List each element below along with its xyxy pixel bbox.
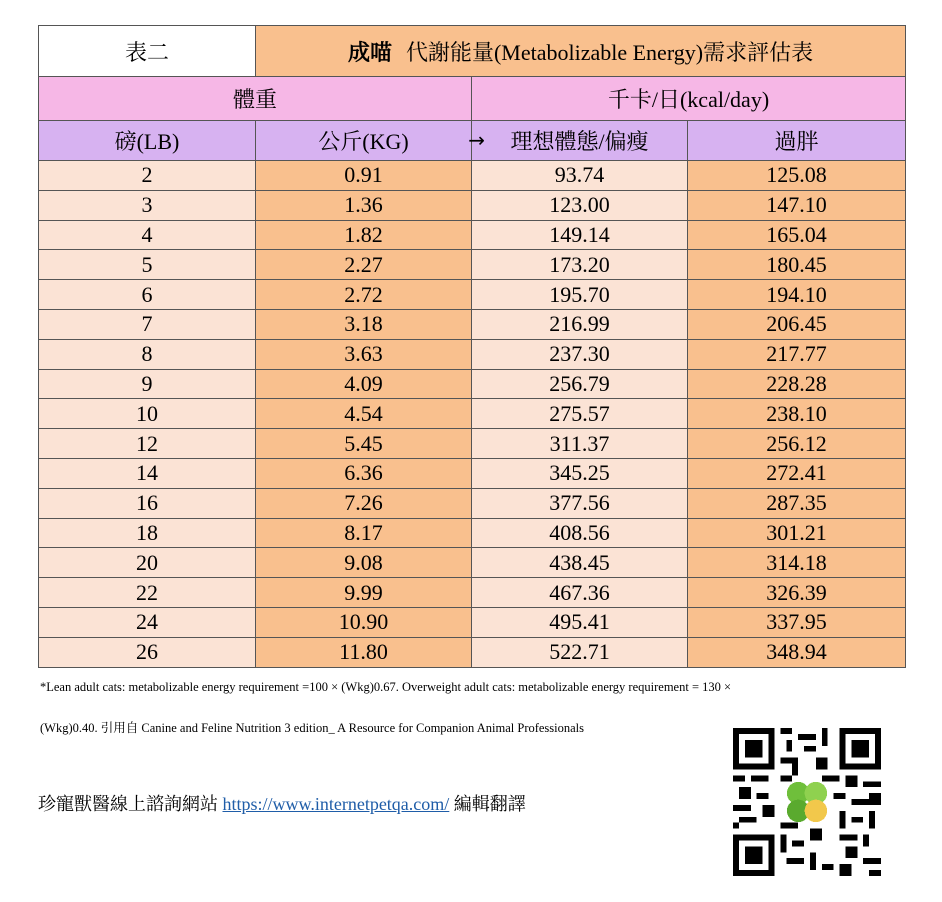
table-row	[39, 458, 906, 488]
cell-ideal: 495.41	[472, 607, 688, 637]
cell-kg: 7.26	[256, 488, 472, 518]
cell-ideal: 438.45	[472, 548, 688, 578]
table-row	[39, 369, 906, 399]
energy-table	[38, 25, 906, 668]
cell-over: 228.28	[688, 369, 906, 399]
cell-ideal: 408.56	[472, 518, 688, 548]
cell-over: 180.45	[688, 250, 906, 280]
cell-over: 326.39	[688, 578, 906, 608]
cell-lb: 24	[39, 607, 256, 637]
cell-ideal: 93.74	[472, 161, 688, 191]
table-row	[39, 429, 906, 459]
header-row	[39, 121, 906, 161]
title-rest: 代謝能量(Metabolizable Energy)需求評估表	[405, 39, 814, 65]
table-row	[39, 220, 906, 250]
col-kg-label: 公斤(KG)	[318, 129, 409, 154]
title-row	[39, 26, 906, 77]
cell-kg: 4.09	[256, 369, 472, 399]
qr-code-graphic	[733, 728, 881, 876]
cell-kg: 11.80	[256, 637, 472, 667]
cell-ideal: 377.56	[472, 488, 688, 518]
group-weight: 體重	[39, 77, 472, 121]
cell-over: 165.04	[688, 220, 906, 250]
cell-over: 272.41	[688, 458, 906, 488]
cell-over: 337.95	[688, 607, 906, 637]
cell-ideal: 311.37	[472, 429, 688, 459]
col-lb-header: 磅(LB)	[39, 121, 256, 161]
cell-lb: 6	[39, 280, 256, 310]
cell-over: 238.10	[688, 399, 906, 429]
cell-ideal: 275.57	[472, 399, 688, 429]
table-row	[39, 309, 906, 339]
cell-over: 217.77	[688, 339, 906, 369]
cell-lb: 4	[39, 220, 256, 250]
cell-lb: 7	[39, 309, 256, 339]
qr-code-icon[interactable]	[733, 728, 881, 876]
table-title	[256, 26, 906, 77]
table-row	[39, 548, 906, 578]
credit-suffix: 編輯翻譯	[453, 794, 526, 814]
cell-lb: 26	[39, 637, 256, 667]
cell-kg: 8.17	[256, 518, 472, 548]
group-row	[39, 77, 906, 121]
cell-over: 194.10	[688, 280, 906, 310]
right-arrow-icon: →	[468, 128, 485, 152]
cell-kg: 0.91	[256, 161, 472, 191]
cell-kg: 5.45	[256, 429, 472, 459]
cell-ideal: 149.14	[472, 220, 688, 250]
table-row	[39, 518, 906, 548]
cell-ideal: 345.25	[472, 458, 688, 488]
table-row	[39, 339, 906, 369]
table-row	[39, 607, 906, 637]
cell-lb: 12	[39, 429, 256, 459]
cell-over: 348.94	[688, 637, 906, 667]
cell-kg: 10.90	[256, 607, 472, 637]
cell-ideal: 256.79	[472, 369, 688, 399]
cell-over: 206.45	[688, 309, 906, 339]
cell-kg: 6.36	[256, 458, 472, 488]
cell-lb: 20	[39, 548, 256, 578]
energy-table-container	[38, 25, 905, 668]
citation-note: (Wkg)0.40. 引用自 Canine and Feline Nutrition 3 edition_ A Resource for Companion Animal Professionals	[40, 721, 585, 735]
cell-kg: 3.63	[256, 339, 472, 369]
cell-lb: 2	[39, 161, 256, 191]
cell-lb: 8	[39, 339, 256, 369]
cell-over: 287.35	[688, 488, 906, 518]
col-kg-header	[256, 121, 485, 161]
cell-lb: 22	[39, 578, 256, 608]
cell-lb: 14	[39, 458, 256, 488]
formula-note: *Lean adult cats: metabolizable energy requirement =100 × (Wkg)0.67. Overweight adult cats: metabolizable energy requirement = 130 ×	[40, 680, 732, 694]
cell-ideal: 522.71	[472, 637, 688, 667]
cell-lb: 3	[39, 190, 256, 220]
table-row	[39, 280, 906, 310]
footer-credit	[38, 790, 526, 816]
table-row	[39, 637, 906, 667]
table-row	[39, 190, 906, 220]
site-link[interactable]: https://www.internetpetqa.com/	[222, 794, 450, 814]
cell-kg: 1.36	[256, 190, 472, 220]
cell-over: 147.10	[688, 190, 906, 220]
table-row	[39, 578, 906, 608]
col-ideal-header: 理想體態/偏瘦	[472, 121, 688, 161]
cell-kg: 1.82	[256, 220, 472, 250]
cell-over: 256.12	[688, 429, 906, 459]
table-row	[39, 250, 906, 280]
title-bold: 成喵	[347, 40, 392, 66]
cell-ideal: 123.00	[472, 190, 688, 220]
cell-ideal: 216.99	[472, 309, 688, 339]
cell-lb: 5	[39, 250, 256, 280]
cell-ideal: 237.30	[472, 339, 688, 369]
cell-ideal: 173.20	[472, 250, 688, 280]
cell-ideal: 195.70	[472, 280, 688, 310]
cell-ideal: 467.36	[472, 578, 688, 608]
cell-over: 314.18	[688, 548, 906, 578]
cell-kg: 2.72	[256, 280, 472, 310]
cell-kg: 2.27	[256, 250, 472, 280]
table-row	[39, 399, 906, 429]
table-label: 表二	[39, 26, 256, 77]
cell-over: 301.21	[688, 518, 906, 548]
cell-kg: 9.08	[256, 548, 472, 578]
cell-lb: 9	[39, 369, 256, 399]
cell-lb: 10	[39, 399, 256, 429]
cell-lb: 18	[39, 518, 256, 548]
table-row	[39, 488, 906, 518]
site-name: 珍寵獸醫線上諮詢網站	[38, 794, 218, 814]
col-over-header: 過胖	[688, 121, 906, 161]
table-row	[39, 161, 906, 191]
cell-over: 125.08	[688, 161, 906, 191]
cell-kg: 3.18	[256, 309, 472, 339]
group-energy: 千卡/日(kcal/day)	[472, 77, 906, 121]
cell-lb: 16	[39, 488, 256, 518]
cell-kg: 4.54	[256, 399, 472, 429]
cell-kg: 9.99	[256, 578, 472, 608]
